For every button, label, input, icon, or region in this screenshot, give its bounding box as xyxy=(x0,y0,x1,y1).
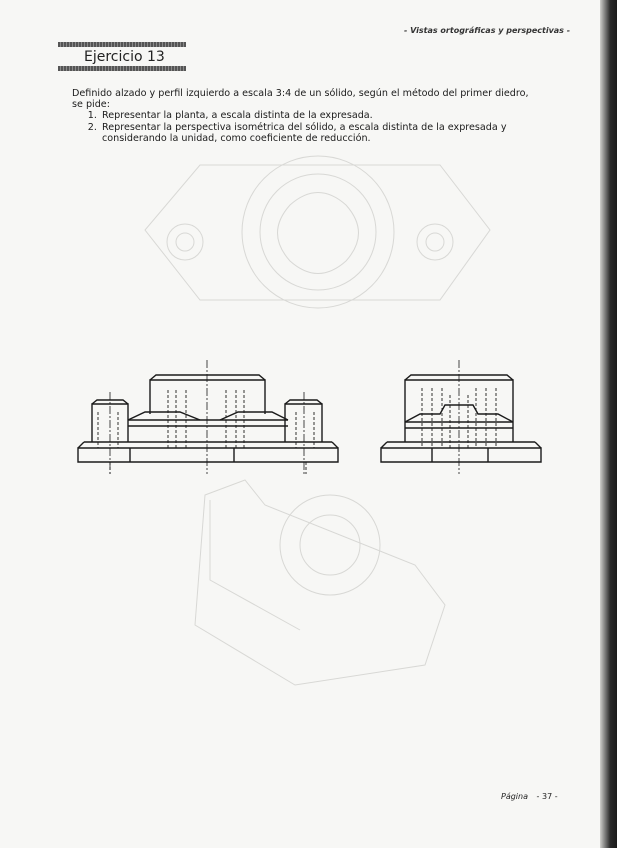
section-header: - Vistas ortográficas y perspectivas - xyxy=(404,26,571,35)
page-footer xyxy=(501,792,558,801)
task-item-2: 2. Representar la perspectiva isométrica del sólido, a escala distinta de la expresada y considerando la unidad, como coeficiente de reducción. xyxy=(100,122,542,144)
statement-intro: Definido alzado y perfil izquierdo a escala 3:4 de un sólido, según el método del primer diedro, se pide: xyxy=(72,88,529,111)
page-label: Página xyxy=(501,792,528,801)
task-item-1: 1. Representar la planta, a escala distinta de la expresada. xyxy=(100,110,542,121)
exercise-title: Ejercicio 13 xyxy=(84,49,165,65)
page-number: - 37 - xyxy=(536,792,558,801)
